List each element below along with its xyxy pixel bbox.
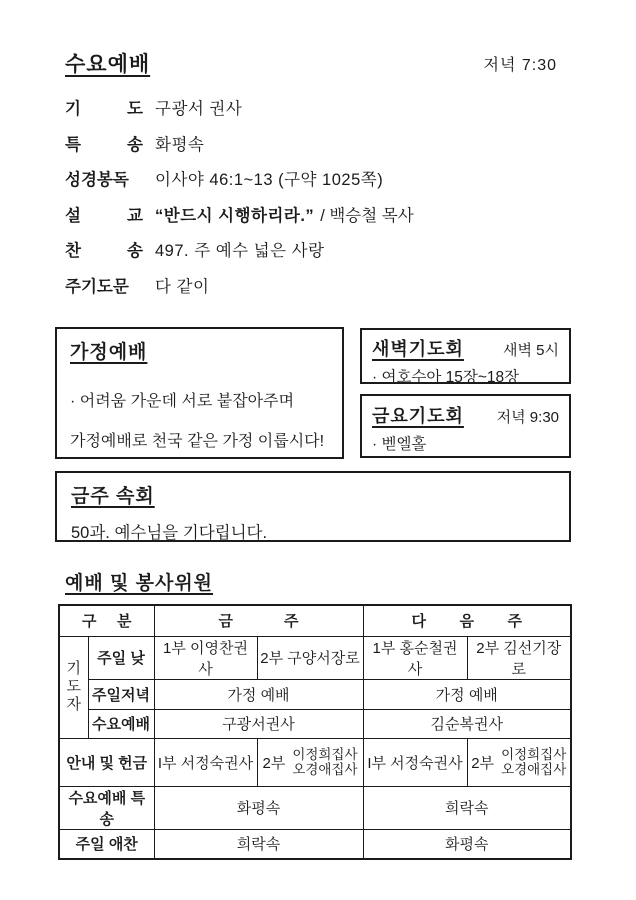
row-label-usher-offering: 안내 및 헌금 — [59, 738, 154, 786]
cell-usher-this-week-2 — [257, 738, 363, 786]
cell-sunday-day-next-week-2: 2부 김선기장로 — [467, 636, 571, 679]
cell-sunday-evening-next-week: 가정 예배 — [363, 679, 571, 709]
cell-wednesday-next-week: 김순복권사 — [363, 709, 571, 738]
family-worship-box — [55, 327, 344, 459]
usher-name: 이정희집사 — [501, 747, 567, 762]
header-next-week: 다 음 주 — [363, 605, 571, 636]
service-item-label: 설 교 — [65, 206, 143, 225]
committee-section-title: 예배 및 봉사위원 — [65, 573, 214, 594]
table-row-sunday-day — [59, 636, 571, 679]
table-row-usher-offering — [59, 738, 571, 786]
cell-wednesday-this-week: 구광서권사 — [154, 709, 363, 738]
service-item-hymn — [65, 234, 570, 270]
prayer-group-label: 기 도 자 — [59, 636, 88, 738]
service-item-label: 찬 송 — [65, 242, 143, 260]
service-item-value: 다 같이 — [155, 277, 210, 296]
cell-sunday-day-this-week-1: 1부 이영찬권사 — [154, 636, 257, 679]
service-item-label: 성경봉독 — [65, 171, 129, 189]
dawn-prayer-box — [360, 328, 571, 384]
row-label-sunday-evening: 주일저녁 — [88, 679, 154, 709]
page-title: 수요예배 — [65, 53, 151, 76]
table-row-wed-special-song — [59, 786, 571, 829]
friday-prayer-time: 저녁 9:30 — [496, 409, 559, 426]
weekly-class-lesson: 50과. 예수님을 기다립니다. — [71, 524, 268, 542]
service-item-lords-prayer — [65, 270, 570, 306]
service-order-list — [65, 92, 570, 305]
service-item-value: 화평속 — [155, 135, 205, 154]
cell-special-song-this-week: 화평속 — [154, 786, 363, 829]
cell-special-song-next-week: 희락속 — [363, 786, 571, 829]
usher-part-label: 2부 — [262, 754, 286, 772]
table-row-sunday-evening — [59, 679, 571, 709]
row-label-wed-special-song: 수요예배 특송 — [59, 786, 154, 829]
service-item-label: 주기도문 — [65, 277, 129, 296]
service-item-sermon — [65, 199, 570, 235]
friday-prayer-title: 금요기도회 — [372, 406, 464, 426]
row-label-wednesday: 수요예배 — [88, 709, 154, 738]
usher-name: 이정희집사 — [292, 747, 358, 762]
service-item-prayer — [65, 92, 570, 128]
service-item-label: 기 도 — [65, 100, 143, 118]
cell-usher-this-week-1: I부 서정숙권사 — [154, 738, 257, 786]
service-item-label: 특 송 — [65, 135, 143, 154]
row-label-sunday-day: 주일 낮 — [88, 636, 154, 679]
service-item-value: 497. 주 예수 넓은 사랑 — [155, 242, 325, 260]
committee-table — [58, 604, 572, 860]
cell-sunday-day-next-week-1: 1부 홍순철권사 — [363, 636, 467, 679]
dawn-prayer-passage: · 여호수아 15장~18장 — [372, 369, 520, 386]
service-item-value: 이사야 46:1~13 (구약 1025쪽) — [155, 171, 384, 189]
friday-prayer-box — [360, 394, 571, 458]
row-label-sunday-love-feast: 주일 애찬 — [59, 829, 154, 859]
sermon-title: “반드시 시행하리라.” — [155, 206, 315, 225]
cell-sunday-evening-this-week: 가정 예배 — [154, 679, 363, 709]
dawn-prayer-time: 새벽 5시 — [503, 342, 559, 359]
family-worship-line-2: 가정예배로 천국 같은 가정 이룹시다! — [70, 433, 325, 450]
usher-part-label: 2부 — [471, 754, 495, 772]
weekly-class-title: 금주 속회 — [71, 486, 155, 507]
service-time: 저녁 7:30 — [483, 57, 557, 74]
service-item-value: 구광서 권사 — [155, 100, 243, 118]
cell-usher-next-week-2 — [467, 738, 571, 786]
bulletin-header — [65, 48, 557, 78]
table-row-wednesday — [59, 709, 571, 738]
usher-name: 오경애집사 — [501, 762, 567, 777]
family-worship-title: 가정예배 — [70, 342, 148, 363]
cell-love-feast-next-week: 화평속 — [363, 829, 571, 859]
family-worship-line-1: · 어려움 가운데 서로 붙잡아주며 — [70, 393, 295, 410]
table-header-row — [59, 605, 571, 636]
header-this-week: 금 주 — [154, 605, 363, 636]
cell-sunday-day-this-week-2: 2부 구양서장로 — [257, 636, 363, 679]
cell-usher-next-week-1: I부 서정숙권사 — [363, 738, 467, 786]
usher-name: 오경애집사 — [292, 762, 358, 777]
table-row-sunday-love-feast — [59, 829, 571, 859]
cell-love-feast-this-week: 희락속 — [154, 829, 363, 859]
weekly-class-box — [55, 471, 571, 542]
dawn-prayer-title: 새벽기도회 — [372, 339, 464, 359]
service-item-scripture — [65, 163, 570, 199]
header-category: 구 분 — [59, 605, 154, 636]
friday-prayer-place: · 벧엘홀 — [372, 436, 427, 453]
service-item-special-song — [65, 128, 570, 164]
sermon-speaker: / 백승철 목사 — [320, 206, 414, 225]
